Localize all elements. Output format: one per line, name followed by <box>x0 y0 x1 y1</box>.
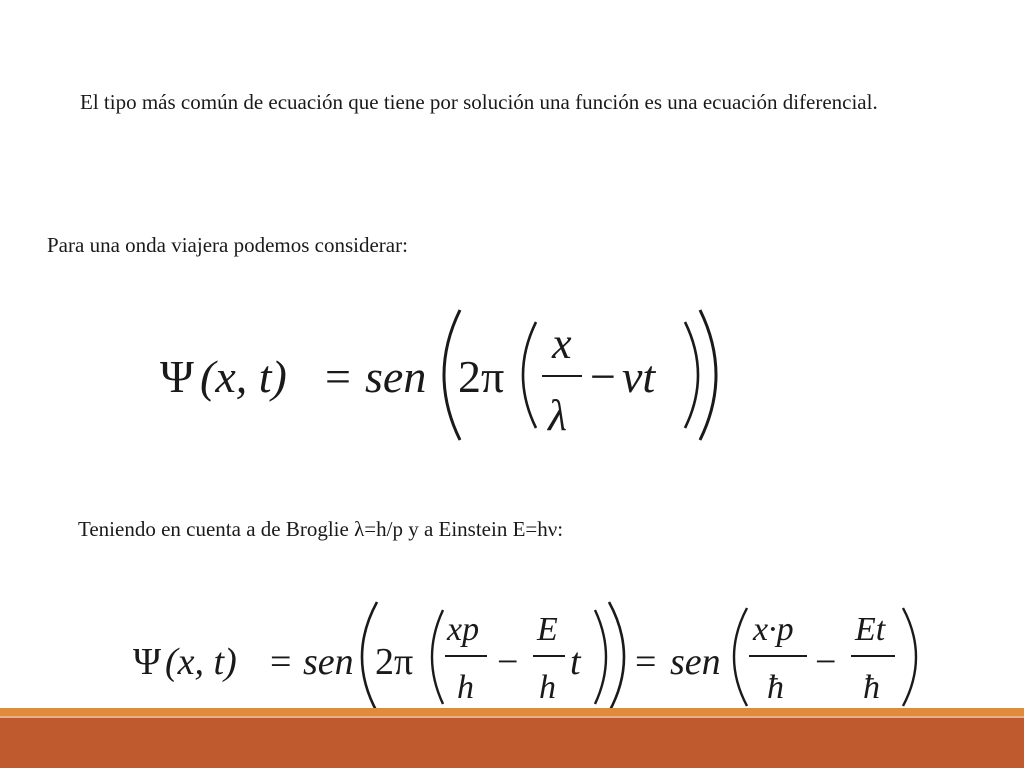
eq2-numerator-x-dot-p: x·p <box>753 611 794 648</box>
eq1-two-pi: 2π <box>458 351 505 402</box>
footer-accent-rule <box>0 716 1024 718</box>
eq1-outer-right-paren <box>700 310 716 440</box>
eq1-sen: sen <box>365 351 427 402</box>
eq2-equals: = <box>270 641 292 683</box>
eq2-two-pi: 2π <box>375 641 414 683</box>
eq2-numerator-E: E <box>537 611 558 648</box>
eq2-denominator-hbar-1: ħ <box>767 669 784 706</box>
eq2-sen-2: sen <box>670 641 721 683</box>
eq1-denominator-lambda: λ <box>548 391 568 440</box>
eq2-args: (x, t) <box>165 641 237 683</box>
footer-accent-line <box>0 708 1024 716</box>
eq1-equals: = <box>325 351 351 402</box>
eq1-nu-t: νt <box>622 351 656 402</box>
eq1-minus: − <box>590 351 616 402</box>
eq2-equals-2: = <box>635 641 657 683</box>
eq2-sen-1: sen <box>303 641 354 683</box>
eq1-numerator-x: x <box>552 319 572 368</box>
broglie-einstein-equation <box>125 598 935 721</box>
eq1-psi: Ψ <box>160 351 194 402</box>
intro-paragraph: El tipo más común de ecuación que tiene por solución una función es una ecuación diferencial. <box>80 90 878 114</box>
eq2-psi: Ψ <box>133 641 162 683</box>
eq2-numerator-Et: Et <box>855 611 886 648</box>
eq2-inner-left-paren <box>432 610 443 704</box>
eq2-inner-right-paren <box>595 610 606 704</box>
eq2-numerator-xp: xp <box>447 611 480 648</box>
eq1-args: (x, t) <box>200 351 287 402</box>
eq2-denominator-h-2: h <box>539 669 556 706</box>
wave-equation <box>150 300 730 455</box>
eq1-inner-right-paren <box>685 322 698 428</box>
broglie-intro-paragraph: Teniendo en cuenta a de Broglie λ=h/p y a Einstein E=hν: <box>78 517 564 541</box>
wave-intro-paragraph: Para una onda viajera podemos considerar: <box>47 233 408 257</box>
eq2-minus-1: − <box>497 641 519 683</box>
eq2-denominator-h-1: h <box>457 669 474 706</box>
eq2-right-left-paren <box>734 608 747 706</box>
eq2-denominator-hbar-2: ħ <box>863 669 880 706</box>
eq2-outer-right-paren <box>609 602 624 712</box>
eq2-t: t <box>570 641 581 683</box>
eq1-inner-left-paren <box>523 322 536 428</box>
eq2-minus-2: − <box>815 641 837 683</box>
eq2-right-right-paren <box>903 608 916 706</box>
